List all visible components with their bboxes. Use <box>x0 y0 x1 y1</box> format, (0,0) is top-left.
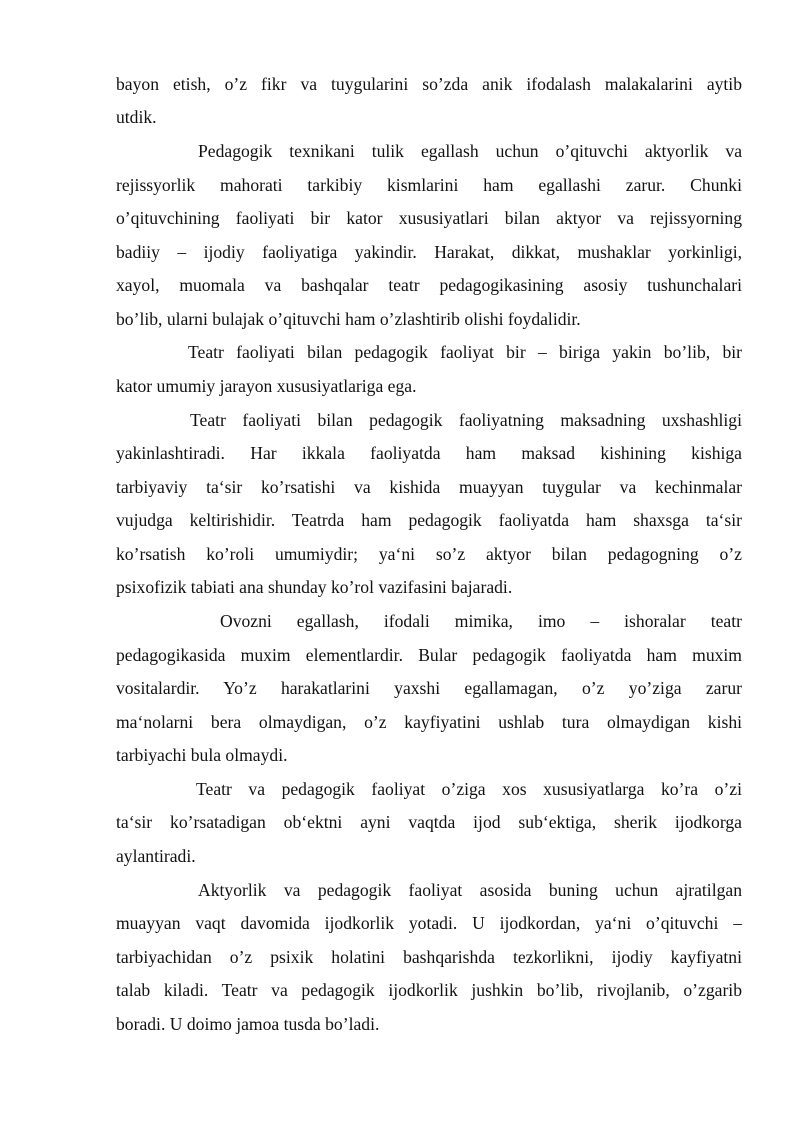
text-line: aylantiradi. <box>116 846 196 866</box>
text-line: tarbiyaviy ta‘sir ko’rsatishi va kishida muayyan tuygular va kechinmalar <box>116 477 742 497</box>
text-line: o’qituvchining faoliyati bir kator xususiyatlari bilan aktyor va rejissyorning <box>116 208 742 228</box>
text-line: psixofizik tabiati ana shunday ko’rol vazifasini bajaradi. <box>116 577 513 597</box>
paragraph-first-line: Pedagogik texnikani tulik egallash uchun o’qituvchi aktyorlik va <box>198 141 742 161</box>
text-line: ko’rsatish ko’roli umumiydir; ya‘ni so’z aktyor bilan pedagogning o’z <box>116 544 742 564</box>
text-line: bo’lib, ularni bulajak o’qituvchi ham o’zlashtirib olishi foydalidir. <box>116 309 581 329</box>
text-line: xayol, muomala va bashqalar teatr pedagogikasining asosiy tushunchalari <box>116 275 742 295</box>
text-line: yakinlashtiradi. Har ikkala faoliyatda ham maksad kishining kishiga <box>116 443 742 463</box>
text-line: tarbiyachidan o’z psixik holatini bashqarishda tezkorlikni, ijodiy kayfiyatni <box>116 947 742 967</box>
text-line: tarbiyachi bula olmaydi. <box>116 745 288 765</box>
text-line: rejissyorlik mahorati tarkibiy kismlarini ham egallashi zarur. Chunki <box>116 175 742 195</box>
text-line: badiiy – ijodiy faoliyatiga yakindir. Harakat, dikkat, mushaklar yorkinligi, <box>116 242 742 262</box>
paragraph-first-line: Teatr faoliyati bilan pedagogik faoliyatning maksadning uxshashligi <box>190 410 742 430</box>
paragraph-first-line: Teatr va pedagogik faoliyat o’ziga xos xususiyatlarga ko’ra o’zi <box>196 779 742 799</box>
text-line: talab kiladi. Teatr va pedagogik ijodkorlik jushkin bo’lib, rivojlanib, o’zgarib <box>116 980 742 1000</box>
text-line: kator umumiy jarayon xususiyatlariga ega. <box>116 376 417 396</box>
text-line: ta‘sir ko’rsatadigan ob‘ektni ayni vaqtda ijod sub‘ektiga, sherik ijodkorga <box>116 812 742 832</box>
text-line: vujudga keltirishidir. Teatrda ham pedagogik faoliyatda ham shaxsga ta‘sir <box>116 510 742 530</box>
text-line: muayyan vaqt davomida ijodkorlik yotadi. U ijodkordan, ya‘ni o’qituvchi – <box>116 913 742 933</box>
text-line: boradi. U doimo jamoa tusda bo’ladi. <box>116 1014 380 1034</box>
text-line: ma‘nolarni bera olmaydigan, o’z kayfiyatini ushlab tura olmaydigan kishi <box>116 712 742 732</box>
paragraph-first-line: Aktyorlik va pedagogik faoliyat asosida buning uchun ajratilgan <box>198 880 742 900</box>
text-line: bayon etish, o’z fikr va tuygularini so’zda anik ifodalash malakalarini aytib <box>116 74 742 94</box>
paragraph-first-line: Teatr faoliyati bilan pedagogik faoliyat bir – biriga yakin bo’lib, bir <box>188 342 742 362</box>
text-line: utdik. <box>116 107 157 127</box>
text-line: vositalardir. Yo’z harakatlarini yaxshi egallamagan, o’z yo’ziga zarur <box>116 678 742 698</box>
paragraph-first-line: Ovozni egallash, ifodali mimika, imo – ishoralar teatr <box>220 611 742 631</box>
text-line: pedagogikasida muxim elementlardir. Bular pedagogik faoliyatda ham muxim <box>116 645 742 665</box>
